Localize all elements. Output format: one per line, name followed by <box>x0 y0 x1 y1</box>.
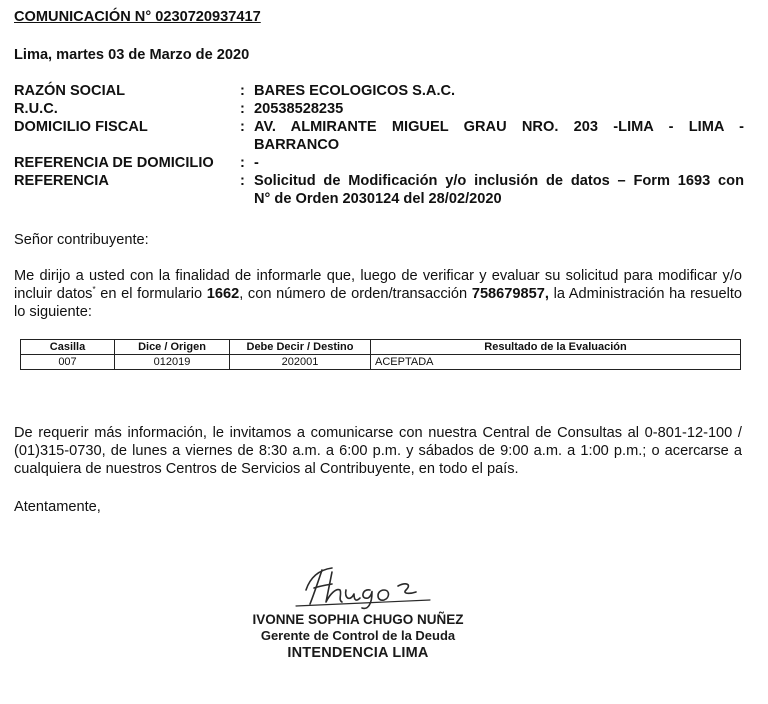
signer-name: IVONNE SOPHIA CHUGO NUÑEZ <box>252 612 464 627</box>
field-colon: : <box>240 83 245 99</box>
intro-paragraph <box>14 267 742 321</box>
table-row <box>21 355 741 370</box>
field-label: REFERENCIA <box>14 173 109 189</box>
field-row-razon-social <box>14 82 744 100</box>
signer-unit: INTENDENCIA LIMA <box>287 645 429 661</box>
field-value-line: AV. ALMIRANTE MIGUEL GRAU NRO. 203 -LIMA - LIMA - <box>254 119 744 135</box>
footnote-mark: * <box>92 285 96 295</box>
field-value: BARES ECOLOGICOS S.A.C. <box>254 83 456 99</box>
field-value <box>254 172 744 208</box>
signer-role: Gerente de Control de la Deuda <box>260 628 456 643</box>
field-value: - <box>254 155 259 171</box>
field-row-ruc <box>14 100 744 118</box>
column-header-debe-decir: Debe Decir / Destino <box>230 340 371 355</box>
closing: Atentamente, <box>14 499 101 515</box>
paragraph-text: , con número de orden/transacción <box>239 286 472 302</box>
field-value-line: N° de Orden 2030124 del 28/02/2020 <box>254 191 502 207</box>
cell-resultado: ACEPTADA <box>371 355 741 370</box>
handwritten-signature <box>288 560 438 612</box>
field-row-referencia <box>14 172 744 208</box>
document-title: COMUNICACIÓN N° 0230720937417 <box>14 9 261 25</box>
paragraph-text: en el formulario <box>95 286 207 302</box>
paragraph-text: Me dirijo a usted con la finalidad de informarle que, luego de verificar y evaluar su solicitud para modificar y/o incluir datos <box>14 268 742 302</box>
field-row-domicilio-fiscal <box>14 118 744 154</box>
field-label: DOMICILIO FISCAL <box>14 119 148 135</box>
contact-paragraph: De requerir más información, le invitamos a comunicarse con nuestra Central de Consultas al 0-801-12-100 / (01)315-0730, de lunes a viernes de 8:30 a.m. a 6:00 p.m. y sábados de 9:00 a.m. a 1:00 p.m.; o acercarse a cualquiera de nuestros Centros de Servicios al Contribuyente, en todo el país. <box>14 425 742 477</box>
column-header-dice-origen: Dice / Origen <box>115 340 230 355</box>
header-fields <box>14 82 744 208</box>
field-label: REFERENCIA DE DOMICILIO <box>14 155 214 171</box>
field-value: 20538528235 <box>254 101 344 117</box>
table-header-row <box>21 340 741 355</box>
field-row-referencia-domicilio <box>14 154 744 172</box>
cell-casilla: 007 <box>21 355 115 370</box>
form-number: 1662 <box>206 286 240 302</box>
cell-dice-origen: 012019 <box>115 355 230 370</box>
signature-block <box>228 560 488 670</box>
column-header-resultado: Resultado de la Evaluación <box>371 340 741 355</box>
field-value-line: BARRANCO <box>254 137 340 153</box>
field-colon: : <box>240 173 245 189</box>
cell-debe-decir: 202001 <box>230 355 371 370</box>
paragraph-text: la Administración ha resuelto lo siguiente: <box>14 286 742 320</box>
column-header-casilla: Casilla <box>21 340 115 355</box>
salutation: Señor contribuyente: <box>14 232 149 248</box>
field-value <box>254 118 744 154</box>
field-value-line: Solicitud de Modificación y/o inclusión de datos – Form 1693 con <box>254 173 744 189</box>
field-colon: : <box>240 101 245 117</box>
evaluation-table <box>20 339 741 370</box>
field-colon: : <box>240 155 245 171</box>
field-label: R.U.C. <box>14 101 58 117</box>
field-colon: : <box>240 119 245 135</box>
field-label: RAZÓN SOCIAL <box>14 83 126 99</box>
order-number: 758679857, <box>471 286 549 302</box>
place-date: Lima, martes 03 de Marzo de 2020 <box>14 47 250 63</box>
